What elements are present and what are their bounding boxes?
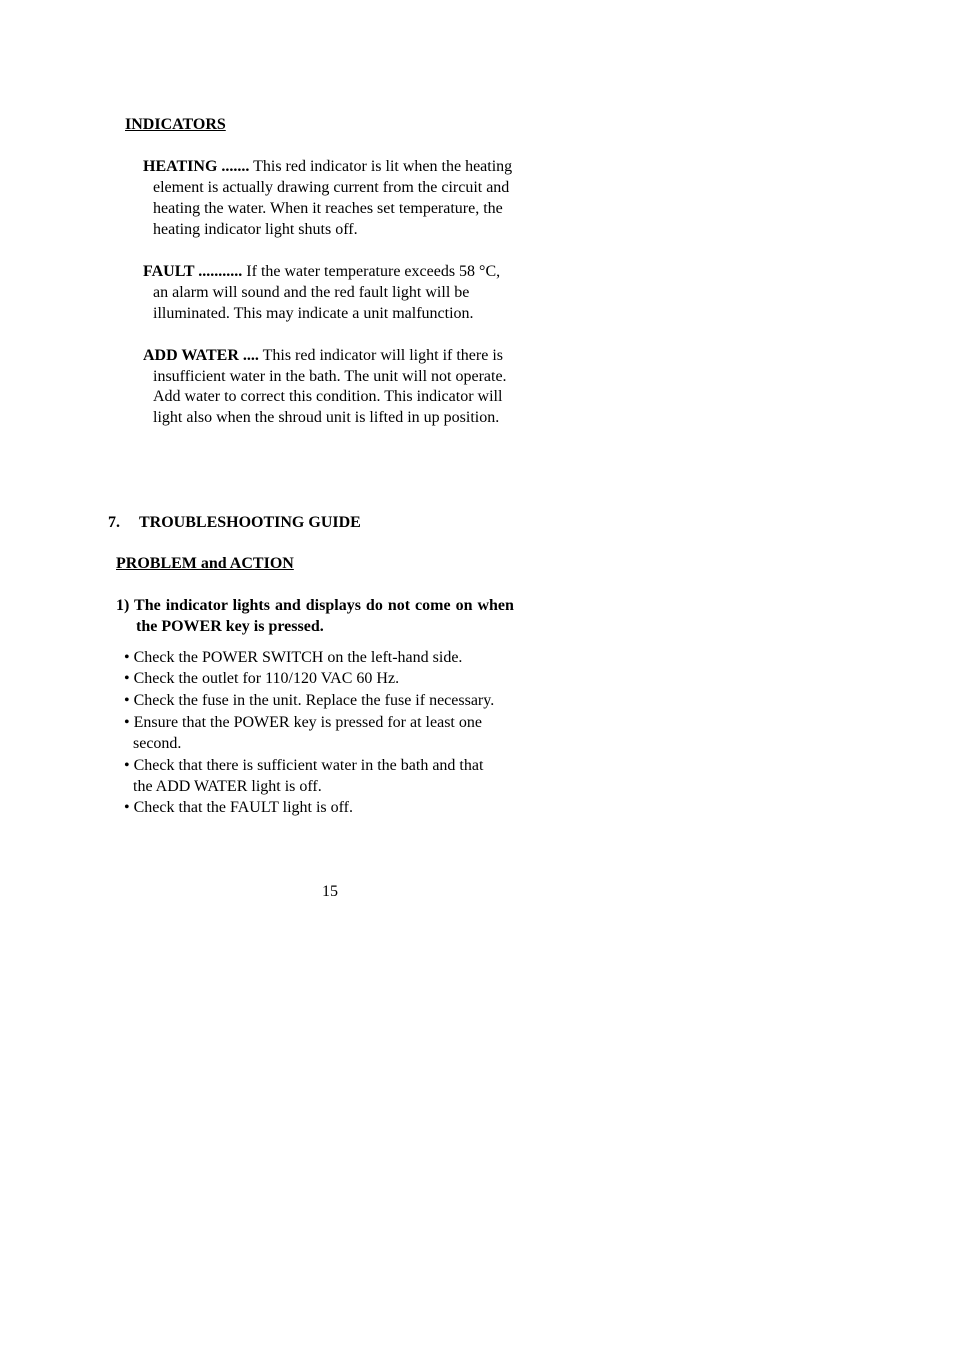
add-water-text-2: insufficient water in the bath. The unit will not operate. [153,368,507,385]
list-item-continuation: the ADD WATER light is off. [133,778,322,795]
fault-definition-line-1 [143,261,500,282]
list-item: • Ensure that the POWER key is pressed for at least one [124,714,482,731]
heating-term: HEATING ....... [143,158,250,175]
heating-text-2: element is actually drawing current from the circuit and [153,179,510,196]
section-title: TROUBLESHOOTING GUIDE [139,514,361,531]
problem-1-line-1: 1) The indicator lights and displays do not come on when [116,597,514,614]
list-item: • Check the fuse in the unit. Replace the fuse if necessary. [124,692,495,709]
bullet-icon: • [124,714,130,731]
list-item: • Check that there is sufficient water in the bath and that [124,757,484,774]
heating-text-1: This red indicator is lit when the heating [253,158,513,175]
list-item: • Check the POWER SWITCH on the left-hand side. [124,649,463,666]
fault-term: FAULT ........... [143,263,243,280]
section-heading [108,512,361,533]
fault-text-1: If the water temperature exceeds 58 °C, [246,263,501,280]
fault-text-2: an alarm will sound and the red fault light will be [153,284,470,301]
heating-text-4: heating indicator light shuts off. [153,221,358,238]
bullet-icon: • [124,670,130,687]
bullet-icon: • [124,799,130,816]
add-water-text-4: light also when the shroud unit is lifted in up position. [153,409,500,426]
add-water-term: ADD WATER .... [143,347,259,364]
heating-text-3: heating the water. When it reaches set temperature, the [153,200,503,217]
problem-action-subheading: PROBLEM and ACTION [116,555,294,572]
page-number: 15 [322,883,338,900]
list-item: • Check that the FAULT light is off. [124,799,354,816]
problem-1-line-2: the POWER key is pressed. [136,618,324,635]
indicators-heading: INDICATORS [125,116,226,133]
add-water-text-3: Add water to correct this condition. This indicator will [153,388,503,405]
heating-definition-line-1 [143,156,512,177]
fault-text-3: illuminated. This may indicate a unit malfunction. [153,305,474,322]
bullet-icon: • [124,692,130,709]
section-number: 7. [108,514,120,531]
list-item: • Check the outlet for 110/120 VAC 60 Hz. [124,670,400,687]
bullet-icon: • [124,757,130,774]
list-item-continuation: second. [133,735,182,752]
add-water-text-1: This red indicator will light if there is [262,347,503,364]
add-water-definition-line-1 [143,345,503,366]
bullet-icon: • [124,649,130,666]
